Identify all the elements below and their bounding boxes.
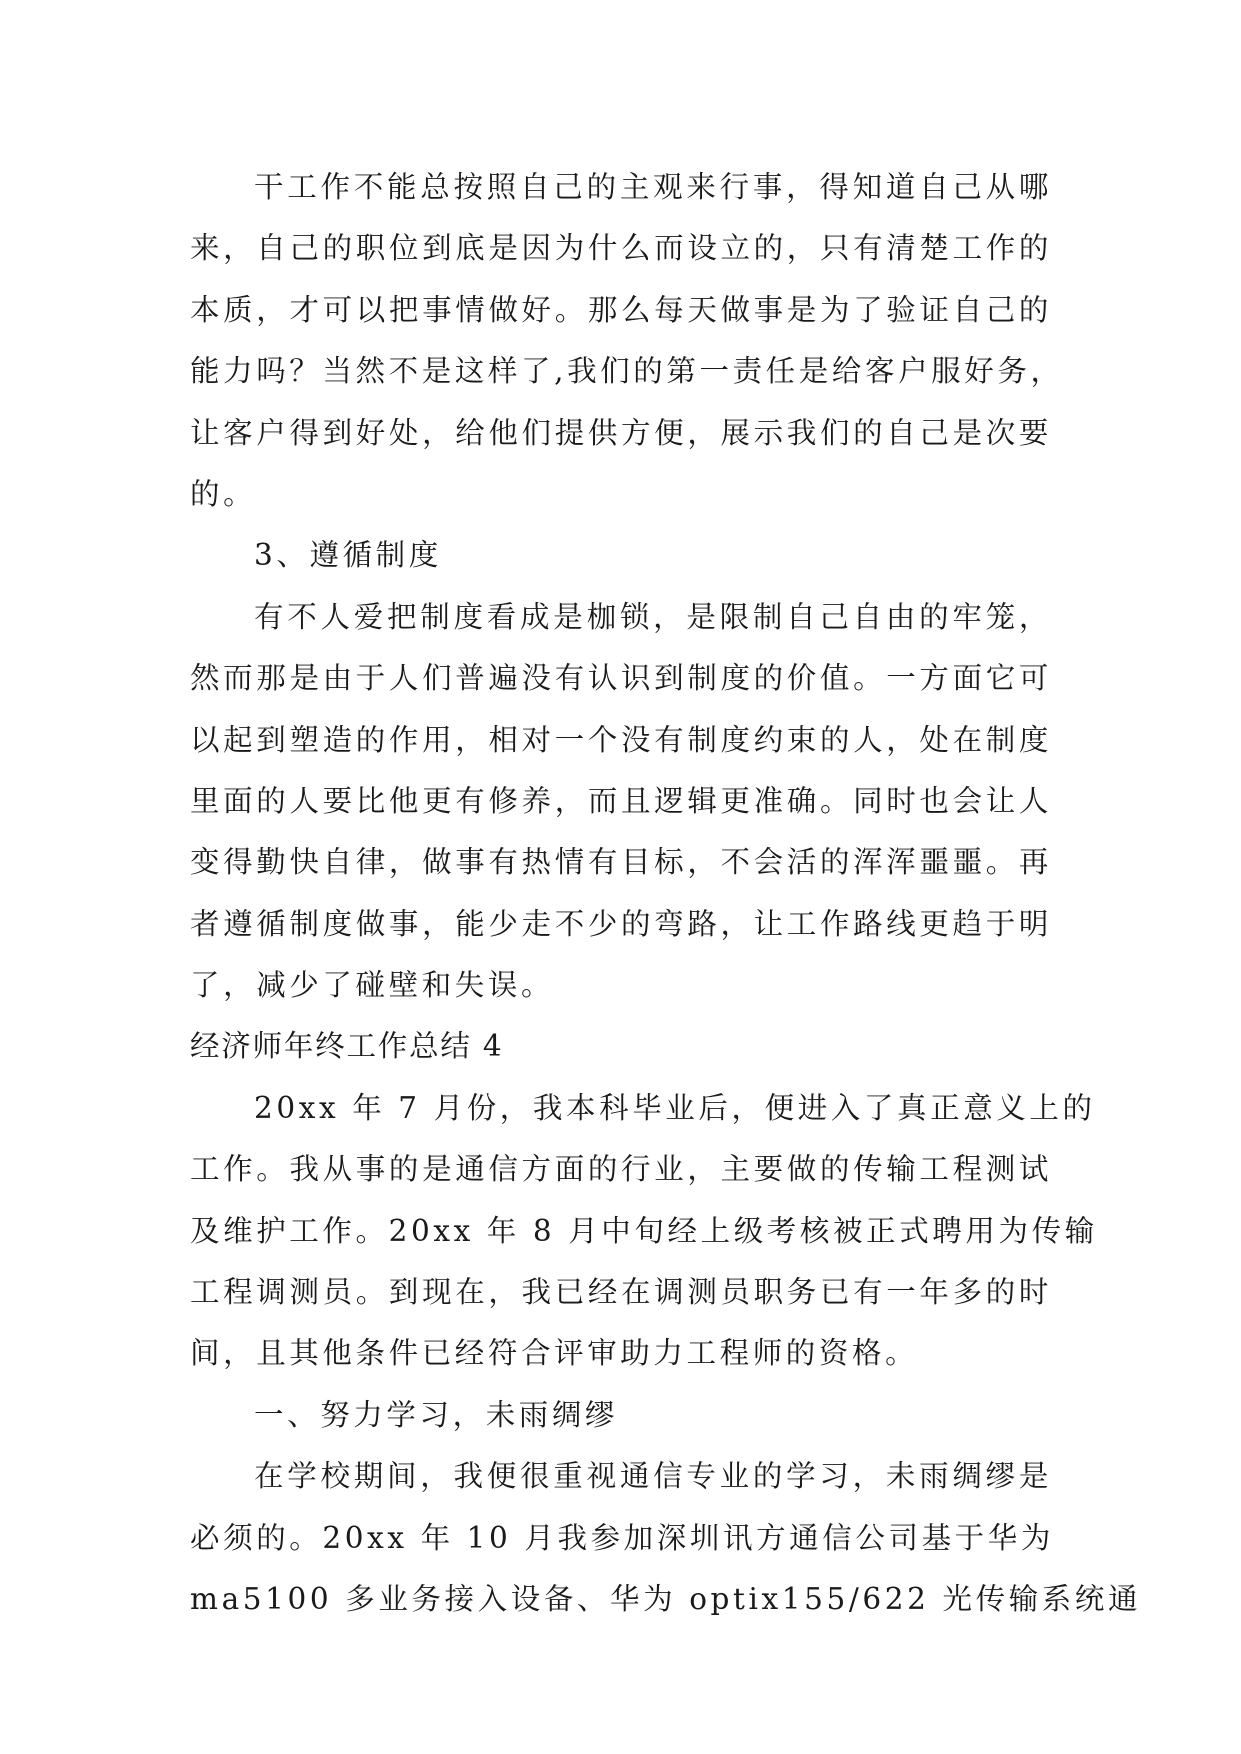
text-line: 然而那是由于人们普遍没有认识到制度的价值。一方面它可 (190, 661, 1052, 696)
text-line: 里面的人要比他更有修养，而且逻辑更准确。同时也会让人 (190, 783, 1052, 818)
text-line: 了，减少了碰壁和失误。 (190, 968, 555, 1003)
text-line: 能力吗？当然不是这样了,我们的第一责任是给客户服好务， (190, 354, 1064, 389)
text-line: 者遵循制度做事，能少走不少的弯路，让工作路线更趋于明 (190, 906, 1052, 941)
text-line: 工程调测员。到现在，我已经在调测员职务已有一年多的时 (190, 1275, 1052, 1310)
text-line: 3、遵循制度 (254, 538, 442, 573)
text-line: 干工作不能总按照自己的主观来行事，得知道自己从哪 (254, 170, 1052, 204)
text-line: 的。 (190, 476, 257, 511)
text-line: 20xx 年 7 月份，我本科毕业后，便进入了真正意义上的 (254, 1090, 1096, 1125)
text-line: 间，且其他条件已经符合评审助力工程师的资格。 (190, 1336, 919, 1371)
text-line: 以起到塑造的作用，相对一个没有制度约束的人，处在制度 (190, 722, 1052, 757)
text-line: 在学校期间，我便很重视通信专业的学习，未雨绸缪是 (254, 1459, 1052, 1494)
text-line: 必须的。20xx 年 10 月我参加深圳讯方通信公司基于华为 (190, 1520, 1054, 1555)
section-title: 经济师年终工作总结 4 (190, 1029, 504, 1064)
text-line: 一、努力学习，未雨绸缪 (254, 1397, 619, 1432)
text-line: 来，自己的职位到底是因为什么而设立的，只有清楚工作的 (190, 231, 1052, 266)
text-line: 变得勤快自律，做事有热情有目标，不会活的浑浑噩噩。再 (190, 845, 1052, 880)
text-line: 本质，才可以把事情做好。那么每天做事是为了验证自己的 (190, 292, 1052, 327)
text-line: 有不人爱把制度看成是枷锁，是限制自己自由的牢笼， (254, 599, 1052, 634)
text-line: ma5100 多业务接入设备、华为 optix155/622 光传输系统通 (190, 1581, 1142, 1616)
document-body (190, 157, 1142, 1630)
text-line: 工作。我从事的是通信方面的行业，主要做的传输工程测试 (190, 1152, 1052, 1187)
text-line: 及维护工作。20xx 年 8 月中旬经上级考核被正式聘用为传输 (190, 1213, 1098, 1248)
text-line: 让客户得到好处，给他们提供方便，展示我们的自己是次要 (190, 415, 1052, 450)
